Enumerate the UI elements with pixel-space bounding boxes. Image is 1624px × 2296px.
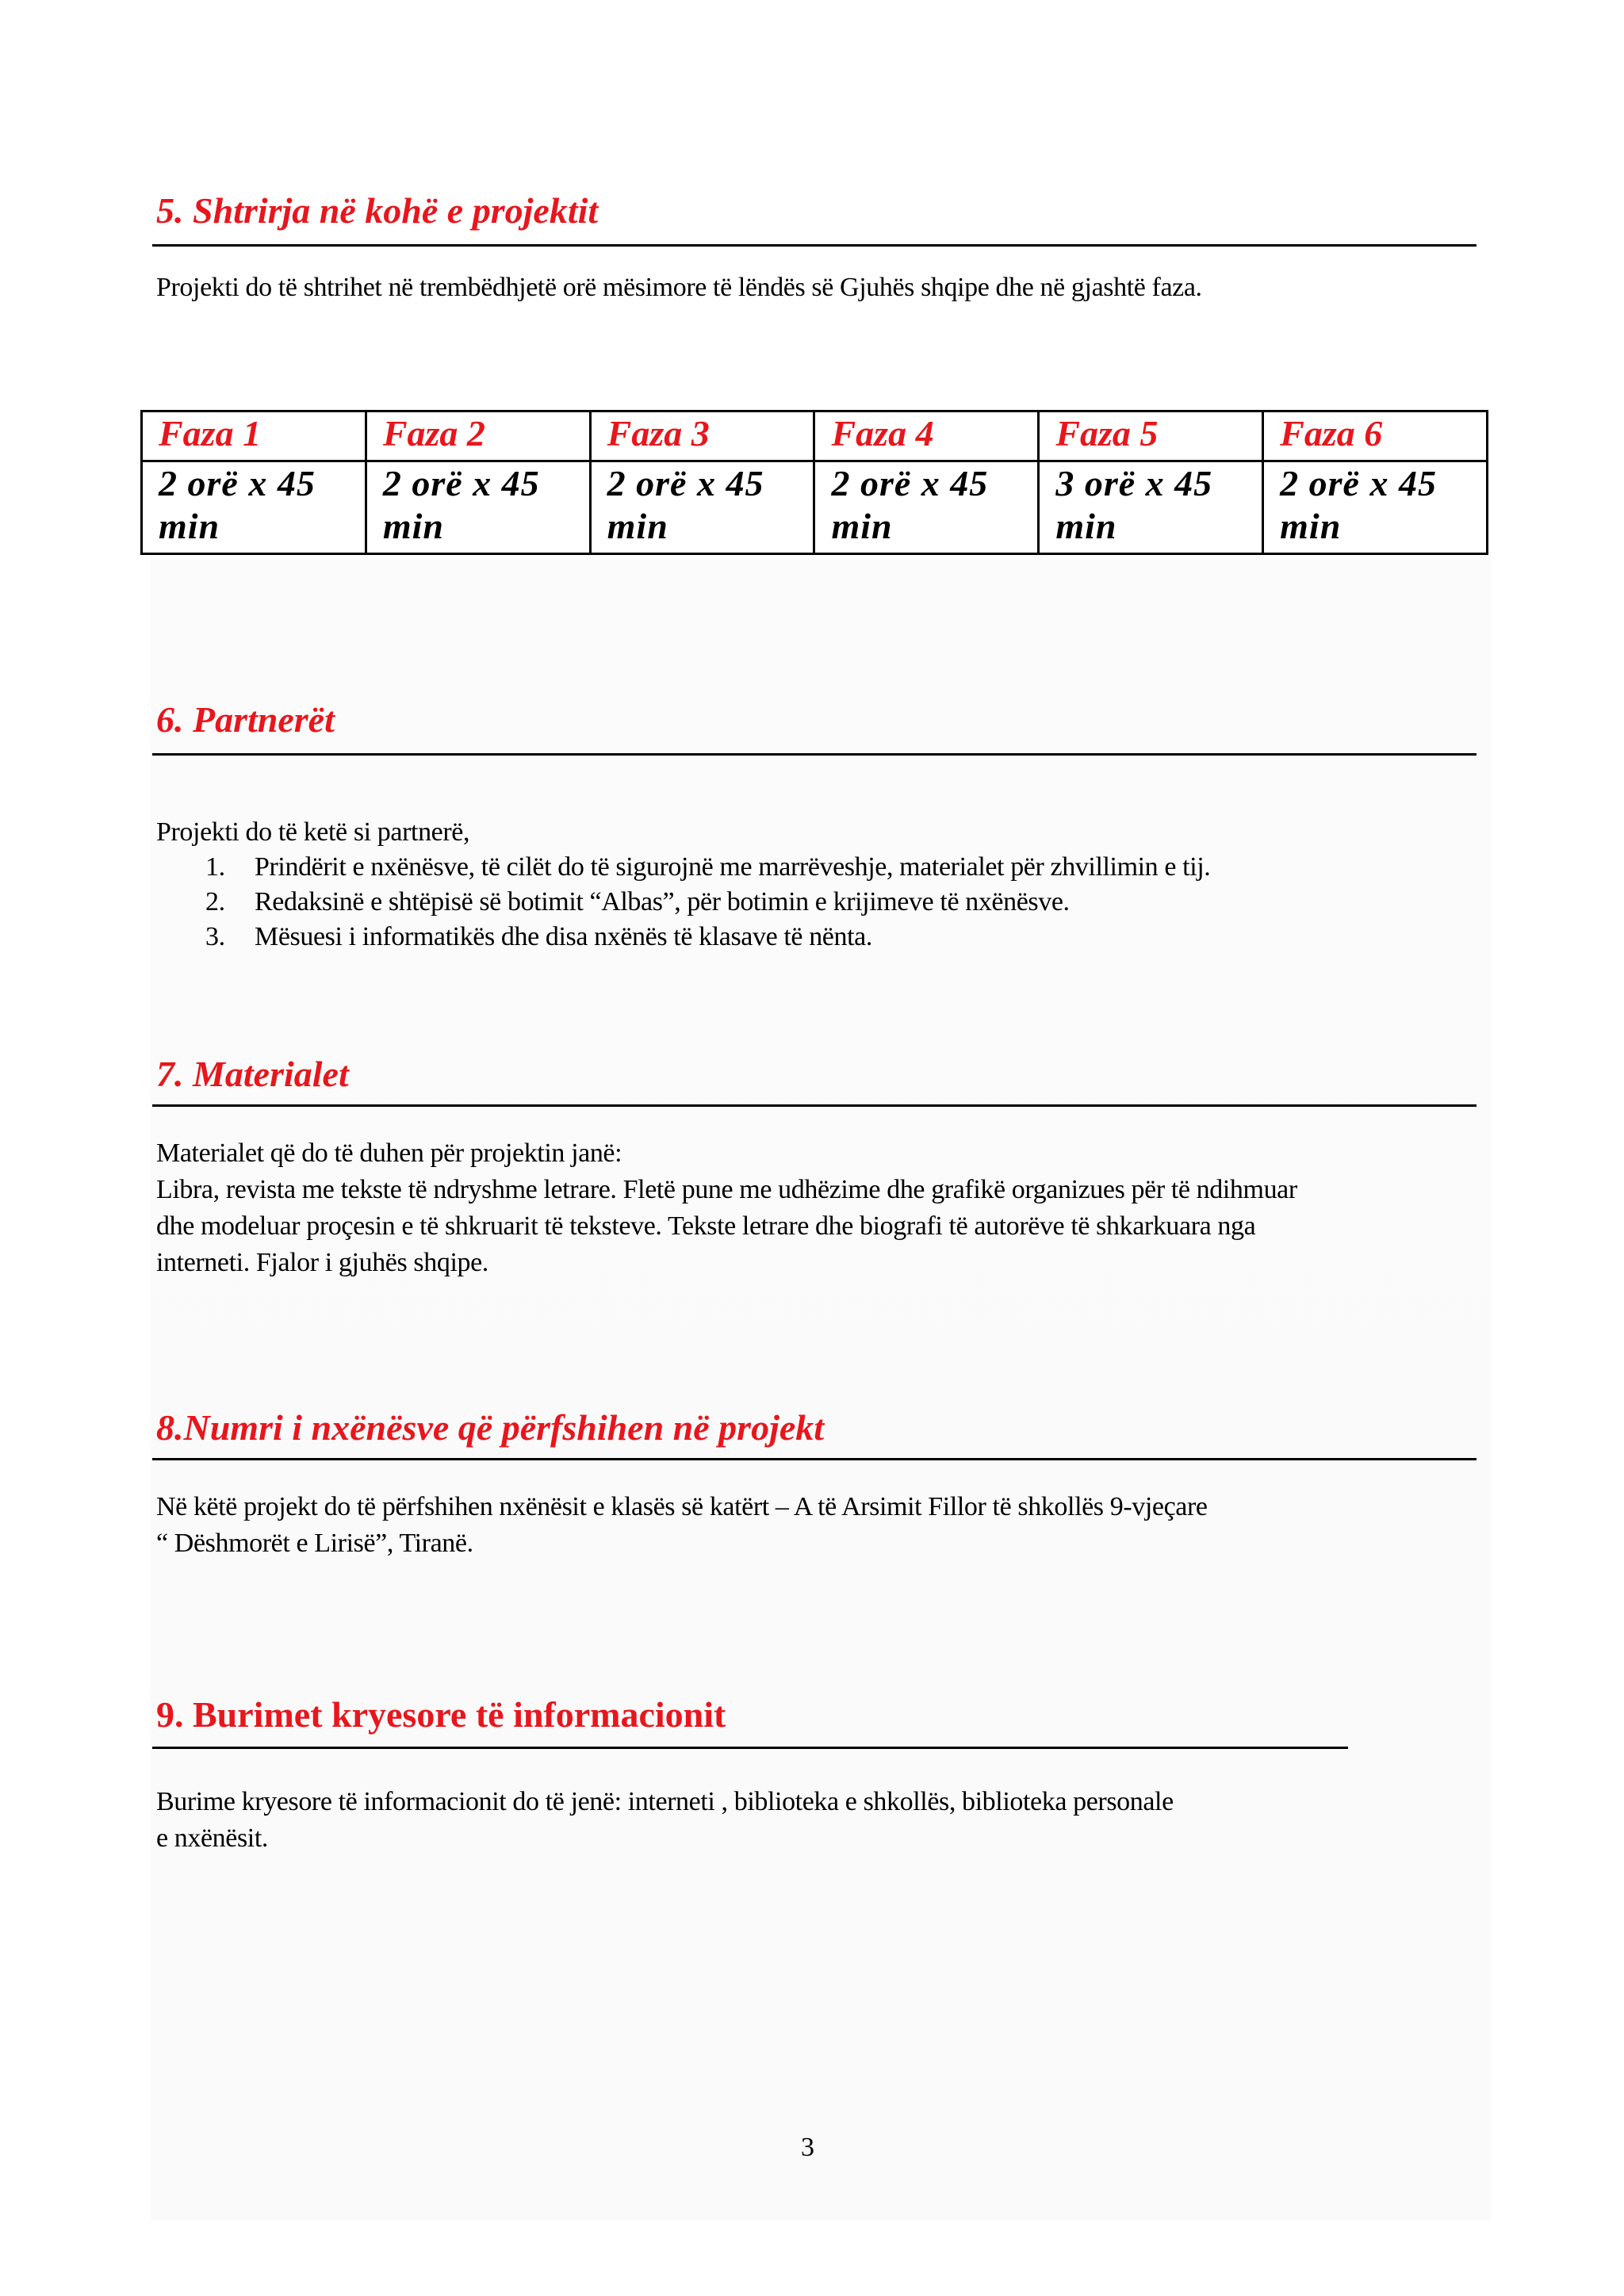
phase-name: Faza 6 xyxy=(1263,411,1488,461)
students-text: Në këtë projekt do të përfshihen nxënësit e klasës së katërt – A të Arsimit Fillor të shkollës 9-vjeçare “ Dëshmorët e Lirisë”, Tiranë. xyxy=(156,1492,1208,1558)
phase-duration: 3 orë x 45 min xyxy=(1039,461,1263,554)
section-rule xyxy=(152,753,1477,756)
phase-duration: 2 orë x 45 min xyxy=(590,461,814,554)
phase-name: Faza 1 xyxy=(142,411,366,461)
page-number: 3 xyxy=(801,2133,814,2162)
list-item: 1. Prindërit e nxënësve, të cilët do të sigurojnë me marrëveshje, materialet për zhvillimin e tij. xyxy=(205,852,1211,882)
section-heading-timeline: 5. Shtrirja në kohë e projektit xyxy=(156,190,599,231)
section-heading-students: 8.Numri i nxënësve që përfshihen në projekt xyxy=(156,1407,825,1448)
section-rule xyxy=(152,1104,1477,1107)
phases-table xyxy=(140,410,1488,555)
list-item: 2. Redaksinë e shtëpisë së botimit “Albas”, për botimin e krijimeve të nxënësve. xyxy=(205,887,1070,916)
section-rule xyxy=(152,244,1477,247)
partners-list xyxy=(156,850,1504,955)
section-rule xyxy=(152,1458,1477,1460)
partners-text: Projekti do të ketë si partnerë, 1. Prindërit e nxënësve, të cilët do të sigurojnë me marrëveshje, materialet për zhvillimin e tij. 2. Redaksinë e shtëpisë së botimit “Albas”, për botimin e krijimeve të nxënësve. 3. Mësuesi i informatikës dhe disa nxënës të klasave të nënta. xyxy=(156,815,1504,955)
phase-duration: 2 orë x 45 min xyxy=(366,461,590,554)
phase-name: Faza 4 xyxy=(814,411,1039,461)
phases-duration-row xyxy=(142,461,1488,554)
phase-name: Faza 5 xyxy=(1039,411,1263,461)
materials-text: Materialet që do të duhen për projektin janë: Libra, revista me tekste të ndryshme letrare. Fletë pune me udhëzime dhe grafikë organizues për të ndihmuar dhe modeluar proçesin e të shkruarit të teksteve. Tekste letrare dhe biografi të autorëve të shkarkuara nga interneti. Fjalor i gjuhës shqipe. xyxy=(156,1138,1297,1277)
phase-duration: 2 orë x 45 min xyxy=(814,461,1039,554)
phases-header-row xyxy=(142,411,1488,461)
timeline-text: Projekti do të shtrihet në trembëdhjetë orë mësimore të lëndës së Gjuhës shqipe dhe në gjashtë faza. xyxy=(156,273,1202,302)
sources-text: Burime kryesore të informacionit do të jenë: interneti , biblioteka e shkollës, biblioteka personale e nxënësit. xyxy=(156,1787,1174,1853)
list-item: 3. Mësuesi i informatikës dhe disa nxënës të klasave të nënta. xyxy=(205,922,872,951)
phase-duration: 2 orë x 45 min xyxy=(142,461,366,554)
section-heading-partners: 6. Partnerët xyxy=(156,699,335,740)
page-background xyxy=(151,555,1491,2220)
section-heading-sources: 9. Burimet kryesore të informacionit xyxy=(156,1694,726,1735)
phase-name: Faza 2 xyxy=(366,411,590,461)
section-rule xyxy=(152,1747,1348,1749)
phase-name: Faza 3 xyxy=(590,411,814,461)
section-heading-materials: 7. Materialet xyxy=(156,1054,349,1094)
phase-duration: 2 orë x 45 min xyxy=(1263,461,1488,554)
